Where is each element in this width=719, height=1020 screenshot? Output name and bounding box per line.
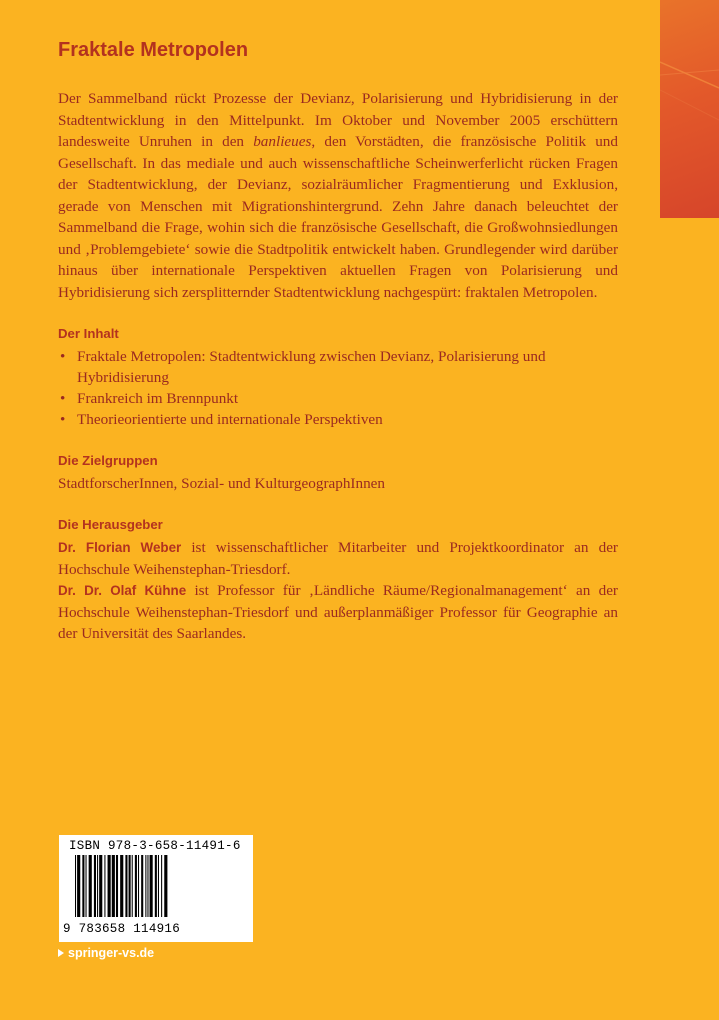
editor-name: Dr. Dr. Olaf Kühne: [58, 583, 187, 598]
editor-name: Dr. Florian Weber: [58, 540, 182, 555]
barcode-bar: [120, 855, 123, 917]
list-item: [58, 388, 618, 409]
barcode-bar: [89, 855, 92, 917]
barcode-bar: [94, 855, 96, 917]
arrow-right-icon: [58, 949, 64, 957]
editor-entry: [58, 537, 618, 580]
barcode-bar: [86, 855, 87, 917]
barcode-bar: [150, 855, 153, 917]
list-item: [58, 346, 618, 388]
barcode-bar: [145, 855, 146, 917]
editors-heading: Die Herausgeber: [58, 517, 163, 532]
barcode-bar: [116, 855, 118, 917]
book-title: Fraktale Metropolen: [58, 39, 249, 61]
barcode-bar: [75, 855, 76, 917]
website-link[interactable]: [58, 946, 154, 960]
list-item: [58, 409, 618, 430]
editor-bio: ist Professor für ‚Ländliche Räume/Regionalmanagement‘ an der Hochschule Weihenstephan-Triesdorf und außerplanmäßiger Professor für Geographie an der Universität des Saarlandes.: [58, 582, 618, 642]
barcode-bar: [108, 855, 111, 917]
editor-bio: ist wissenschaftlicher Mitarbeiter und Projektkoordinator an der Hochschule Weihenstephan-Triesdorf.: [58, 539, 618, 578]
audience-heading: Die Zielgruppen: [58, 453, 158, 468]
barcode-digits: 9 783658 114916: [63, 922, 181, 936]
barcode-bar: [155, 855, 157, 917]
description-emphasis: banlieues: [253, 133, 312, 150]
barcode-bar: [104, 855, 105, 917]
barcode-bar: [135, 855, 137, 917]
bullet: •: [60, 390, 66, 407]
back-cover-content: [58, 38, 618, 645]
bullet: •: [60, 411, 66, 428]
barcode-bar: [158, 855, 159, 917]
audience-text: StadtforscherInnen, Sozial- und KulturgeographInnen: [58, 475, 386, 492]
barcode-bar: [161, 855, 162, 917]
list-item-text: Frankreich im Brennpunkt: [77, 390, 239, 407]
contents-list: [58, 346, 618, 430]
barcode-bar: [129, 855, 131, 917]
barcode-bars: [65, 855, 247, 921]
bullet: •: [60, 348, 66, 365]
barcode-bar: [164, 855, 167, 917]
website-text: springer-vs.de: [68, 946, 155, 960]
contents-heading: Der Inhalt: [58, 326, 119, 341]
barcode-bar: [147, 855, 148, 917]
list-item-text: Theorieorientierte und internationale Perspektiven: [77, 411, 383, 428]
barcode-bar: [141, 855, 143, 917]
description-paragraph: [58, 88, 618, 303]
barcode-bar: [125, 855, 127, 917]
barcode-bar: [82, 855, 84, 917]
description-part2: , den Vorstädten, die französische Politik und Gesellschaft. In das mediale und auch wissenschaftliche Scheinwerferlicht rücken Fragen der Stadtentwicklung, der Devianz, sozialräumlicher Fragmentierung und Exklusion, gerade von Menschen mit Migrationshintergrund. Zehn Jahre danach beleuchtet der Sammelband die Frage, wohin sich die französische Gesellschaft, die Großwohnsiedlungen und ‚Problemgebiete‘ sowie die Stadtpolitik entwickelt haben. Grundlegender wird darüber hinaus über internationale Perspektiven aktuellen Fragen von Polarisierung und Hybridisierung sich zersplitternder Stadtentwicklung nachgespürt: fraktalen Metropolen.: [58, 133, 618, 301]
decorative-lines: [660, 0, 719, 218]
barcode-bar: [112, 855, 115, 917]
editor-entry: [58, 580, 618, 645]
barcode-bar: [97, 855, 98, 917]
accent-strip: [660, 0, 719, 218]
barcode-bar: [99, 855, 102, 917]
barcode-bar: [77, 855, 80, 917]
isbn-label: ISBN 978-3-658-11491-6: [69, 839, 241, 853]
description-part1: Der Sammelband rückt Prozesse der Devianz, Polarisierung und Hybridisierung in der Stadtentwicklung in den Mittelpunkt. Im Oktober und November 2005 erschüttern landesweite Unruhen in den: [58, 90, 618, 150]
isbn-barcode: [59, 835, 253, 942]
barcode-bar: [132, 855, 133, 917]
barcode-bar: [138, 855, 139, 917]
list-item-text: Fraktale Metropolen: Stadtentwicklung zwischen Devianz, Polarisierung und Hybridisierung: [77, 348, 546, 386]
